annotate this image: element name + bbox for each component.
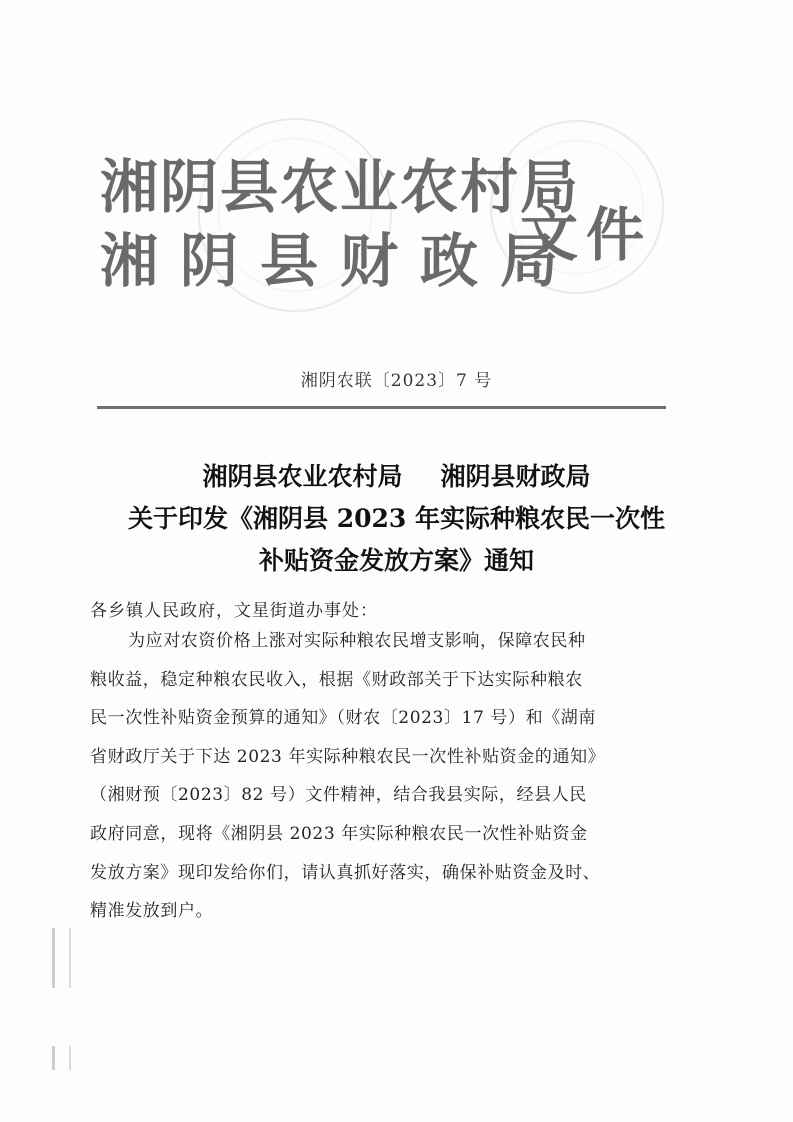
red-header-divider [97, 406, 666, 409]
body-line: 精准发放到户。 [90, 901, 214, 922]
body-line: 发放方案》现印发给你们，请认真抓好落实，确保补贴资金及时、 [90, 862, 601, 883]
body-line: 政府同意，现将《湘阴县 2023 年实际种粮农民一次性补贴资金 [90, 823, 588, 844]
letterhead-agency-finance: 湘阴县财政局 [100, 227, 581, 295]
document-title [0, 456, 793, 582]
body-line: 民一次性补贴资金预算的通知》（财农〔2023〕17 号）和《湖南 [90, 708, 596, 729]
body-line: （湘财预〔2023〕82 号）文件精神，结合我县实际，经县人民 [90, 785, 587, 806]
title-line-3: 补贴资金发放方案》通知 [258, 546, 534, 575]
letterhead-document-suffix: 文件 [520, 201, 653, 269]
title-line-1 [0, 456, 793, 498]
letterhead [100, 152, 700, 312]
document-number: 湘阴农联〔2023〕7 号 [300, 371, 493, 391]
body-line: 省财政厅关于下达 2023 年实际种粮农民一次性补贴资金的通知》 [90, 746, 606, 767]
body-line: 粮收益，稳定种粮农民收入，根据《财政部关于下达实际种粮农 [90, 669, 583, 690]
body-paragraph [90, 622, 715, 931]
salutation: 各乡镇人民政府，文星街道办事处： [90, 601, 378, 621]
binding-mark [52, 1046, 71, 1070]
title-line-2: 关于印发《湘阴县 2023 年实际种粮农民一次性 [128, 504, 665, 533]
title-issuer-agriculture: 湘阴县农业农村局 [202, 462, 403, 491]
body-line: 为应对农资价格上涨对实际种粮农民增支影响，保障农民种 [128, 631, 586, 651]
title-issuer-finance: 湘阴县财政局 [440, 462, 591, 491]
letterhead-agency-agriculture: 湘阴县农业农村局 [100, 153, 581, 221]
binding-mark [52, 928, 71, 988]
